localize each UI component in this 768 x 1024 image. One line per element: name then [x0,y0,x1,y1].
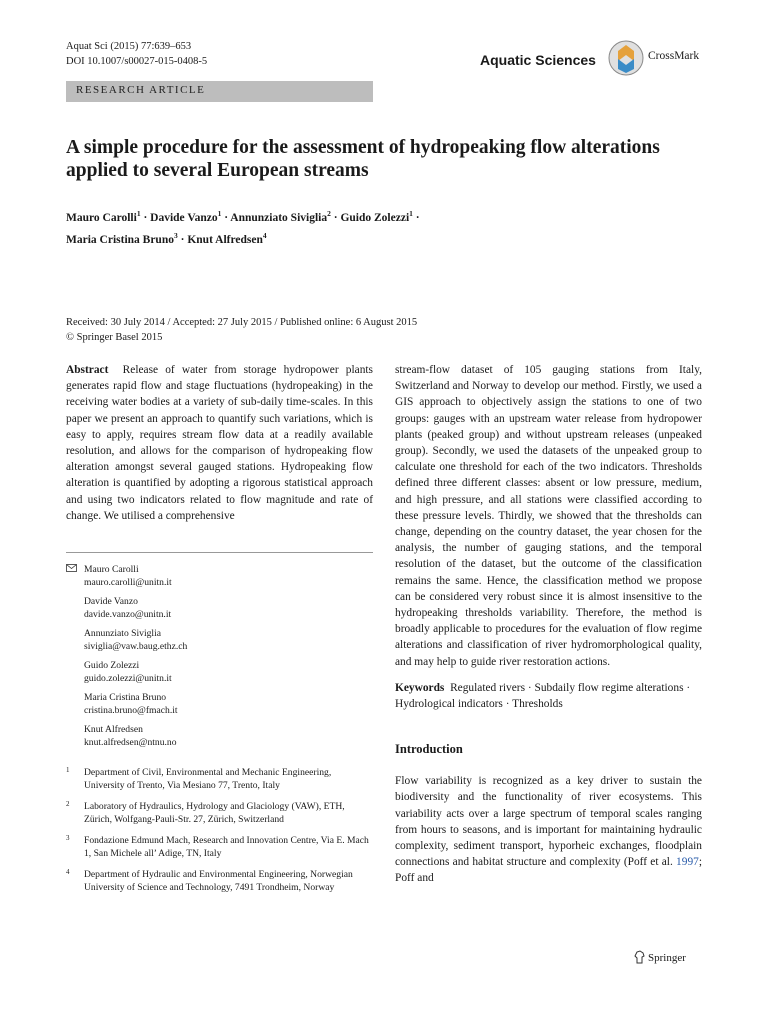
contact-entry: Knut Alfredsen knut.alfredsen@ntnu.no [66,723,373,749]
author-name[interactable]: Maria Cristina Bruno [66,233,174,246]
email-link[interactable]: siviglia@vaw.baug.ethz.ch [84,641,188,652]
publication-dates [66,315,417,345]
author-name[interactable]: Guido Zolezzi [340,211,410,224]
history-line: Received: 30 July 2014 / Accepted: 27 July 2015 / Published online: 6 August 2015 [66,317,418,328]
paper-title: A simple procedure for the assessment of hydropeaking flow alterations applied to several European streams [66,137,660,181]
email-link[interactable]: knut.alfredsen@ntnu.no [84,737,177,748]
author-name[interactable]: Davide Vanzo [150,211,218,224]
abstract-text-left: Release of water from storage hydropower plants generates rapid flow and stage fluctuations (hydropeaking) in the receiving water bodies at a variety of sub-daily time-scales. In this paper we present an approach to quantify such variations, which is easy to apply, requires stream flow data at a readily available resolution, and allows for the comparison of hydropeaking flow alteration amongst several gauged stations. Hydropeaking flow alteration is quantified by adopting a rigorous statistical approach and using two indicators related to flow magnitude and rate of change. We utilised a comprehensive [66,364,373,522]
contact-entry: Guido Zolezzi guido.zolezzi@unitn.it [66,659,373,685]
citation-link[interactable]: 1997 [676,856,699,869]
crossmark-label[interactable]: CrossMark [648,50,700,62]
affiliation-item: 3 Fondazione Edmund Mach, Research and Innovation Centre, Via E. Mach 1, San Michele all’ Adige, TN, Italy [66,834,369,859]
introduction-text: Flow variability is recognized as a key driver to sustain the biodiversity and the functionality of river ecosystems. This variability acts over a large spectrum of temporal scales ranging from hours to seasons, and is important for maintaining hydraulic complexity, sediment transport, hyporheic exchanges, floodplain connections and habitat structure and complexity (Poff et al. 1997; Poff and [395,775,702,885]
crossmark-logo-icon[interactable] [607,39,645,77]
author-list: Mauro Carolli$^1$ · Davide Vanzo$^1$ · Annunziato Siviglia$^2$ · Guido Zolezzi$^1$ · Maria Cristina Bruno$^3$ · Knut Alfredsen$^4$ [66,209,420,246]
doi[interactable]: DOI 10.1007/s00027-015-0408-5 [66,56,208,67]
email-link[interactable]: mauro.carolli@unitn.it [84,577,172,588]
contact-entry: Mauro Carolli mauro.carolli@unitn.it [66,563,373,589]
affiliation-item: 2 Laboratory of Hydraulics, Hydrology and Glaciology (VAW), ETH, Zürich, Wolfgang-Pauli-Str. 27, Zürich, Switzerland [66,800,345,825]
article-type-banner: RESEARCH ARTICLE [66,81,373,102]
contact-entry: Maria Cristina Bruno cristina.bruno@fmach.it [66,691,373,717]
abstract-label: Abstract [66,364,109,376]
divider [66,552,373,553]
email-link[interactable]: davide.vanzo@unitn.it [84,609,172,620]
running-header [66,39,207,69]
contact-entry: Davide Vanzo davide.vanzo@unitn.it [66,595,373,621]
envelope-icon [66,564,77,572]
affiliation-item: 4 Department of Hydraulic and Environmental Engineering, Norwegian University of Science and Technology, 7491 Trondheim, Norway [66,868,353,893]
left-column [66,362,373,524]
section-heading-introduction: Introduction [395,742,463,757]
email-link[interactable]: guido.zolezzi@unitn.it [84,673,172,684]
citation: Aquat Sci (2015) 77:639–653 [66,41,192,52]
affiliation-item: 1 Department of Civil, Environmental and Mechanic Engineering, University of Trento, Via Mesiano 77, Trento, Italy [66,766,332,791]
affiliations [66,766,373,902]
abstract-left [66,362,373,524]
keywords [395,680,702,712]
copyright: © Springer Basel 2015 [66,332,163,343]
publisher-footer: Springer [648,952,686,964]
keywords-label: Keywords [395,681,445,694]
right-column [395,362,702,887]
correspondence-block [66,563,373,755]
author-name[interactable]: Mauro Carolli [66,211,137,224]
springer-horse-icon [634,950,646,964]
keywords-text: Regulated rivers · Subdaily flow regime alterations · Hydrological indicators · Thresholds [395,681,691,711]
contact-entry: Annunziato Siviglia siviglia@vaw.baug.ethz.ch [66,627,373,653]
author-name[interactable]: Knut Alfredsen [187,233,263,246]
abstract-text-right: stream-flow dataset of 105 gauging stations from Italy, Switzerland and Norway to develop our method. Firstly, we used a GIS approach to objectively assign the stations to one of two groups: gauges with an upstream water release from hydropower plants (peaked group) and without upstream releases (unpeaked group). Secondly, we used the datasets of the unpeaked group to calculate one threshold for each of the two indicators. Thresholds defined three different classes: absent or low pressure, medium, and high pressure, and all stations were classified according to these pressure levels. Thirdly, we showed that the thresholds can change, depending on the country dataset, the year chosen for the analysis, the number of gauging stations, and the temporal resolution of the dataset, but the outcome of the classification remains the same. Hence, the classification method we propose can be considered very robust since it is almost insensitive to the hydropeaking thresholds variability. Therefore, the method is broadly applicable to procedures for the evaluation of flow regime alterations and classification of river hydromorphological quality, and may help to guide river restoration actions. [395,364,702,668]
author-name[interactable]: Annunziato Siviglia [230,211,328,224]
journal-name: Aquatic Sciences [480,52,596,68]
email-link[interactable]: cristina.bruno@fmach.it [84,705,178,716]
